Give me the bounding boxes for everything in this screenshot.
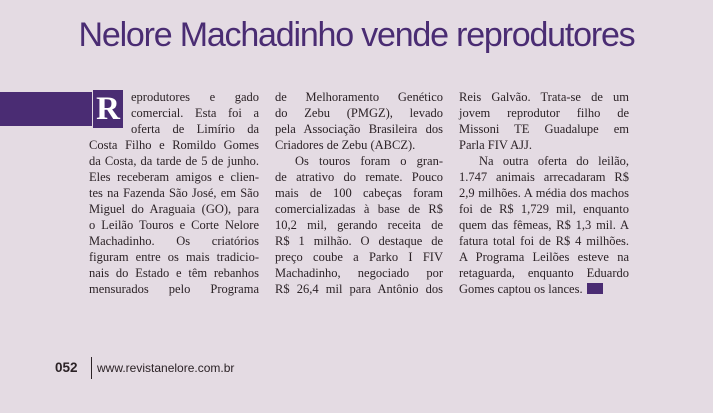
col1-line: nais do Estado e têm rebanhos [89, 266, 259, 280]
col2-line: R$ 26,4 mil para Antônio dos [275, 282, 443, 296]
dropcap-bar [0, 92, 92, 126]
col2-line: preço coube a Parko I FIV [275, 250, 443, 264]
col2-line: Os touros foram o gran- [295, 154, 443, 168]
col1-line: Miguel do Araguaia (GO), para [89, 202, 259, 216]
col1-line: comercial. Esta foi a [131, 106, 259, 120]
col1-line: figuram entre os mais tradicio- [89, 250, 259, 264]
col3-line: Na outra oferta do leilão, [479, 154, 629, 168]
col1-line: eprodutores e gado [131, 90, 259, 104]
col3-line: foi de R$ 1,729 mil, enquanto [459, 202, 629, 216]
col1-line: tes na Fazenda São José, em São [89, 186, 259, 200]
col2-line: R$ 1 milhão. O destaque de [275, 234, 443, 248]
col2-line: 10,2 mil, gerando receita de [275, 218, 443, 232]
end-of-article-mark [587, 283, 603, 294]
footer-divider [91, 357, 92, 379]
dropcap-letter: R [93, 90, 123, 128]
col2-line: mais de 100 cabeças foram [275, 186, 443, 200]
col1-line: mensurados pelo Programa [89, 282, 259, 296]
col3-line: Missoni TE Guadalupe em [459, 122, 629, 136]
col1-line: da Costa, da tarde de 5 de junho. [89, 154, 259, 168]
page-number: 052 [55, 360, 78, 375]
col3-line: 1.747 animais arrecadaram R$ [459, 170, 629, 184]
col3-line: Gomes captou os lances. [459, 281, 629, 297]
col1-line: Costa Filho e Romildo Gomes [89, 138, 259, 152]
col2-line: comercializadas à base de R$ [275, 202, 443, 216]
footer-url: www.revistanelore.com.br [97, 361, 235, 375]
col1-line: oferta de Limírio da [131, 122, 259, 136]
col2-line: de Melhoramento Genético [275, 90, 443, 104]
col1-line: o Leilão Touros e Corte Nelore [89, 218, 259, 232]
col3-line: 2,9 milhões. A média dos machos [459, 186, 629, 200]
col3-line: Parla FIV AJJ. [459, 138, 533, 152]
article-title: Nelore Machadinho vende reprodutores [78, 16, 635, 54]
col2-line: pela Associação Brasileira dos [275, 122, 443, 136]
col2-line: Criadores de Zebu (ABCZ). [275, 138, 416, 152]
col3-line: jovem reprodutor filho de [459, 106, 629, 120]
col3-line: fatura total foi de R$ 4 milhões. [459, 234, 629, 248]
col2-line: Machadinho, negociado por [275, 266, 443, 280]
col3-line: Reis Galvão. Trata-se de um [459, 90, 629, 104]
col1-line: Eles receberam amigos e clien- [89, 170, 259, 184]
col3-line: retaguarda, enquanto Eduardo [459, 266, 629, 280]
col1-line: Machadinho. Os criatórios [89, 234, 259, 248]
col3-line: quem das fêmeas, R$ 1,3 mil. A [459, 218, 629, 232]
col3-line: A Programa Leilões esteve na [459, 250, 629, 264]
col2-line: do Zebu (PMGZ), levado [275, 106, 443, 120]
col2-line: de atrativo do remate. Pouco [275, 170, 443, 184]
